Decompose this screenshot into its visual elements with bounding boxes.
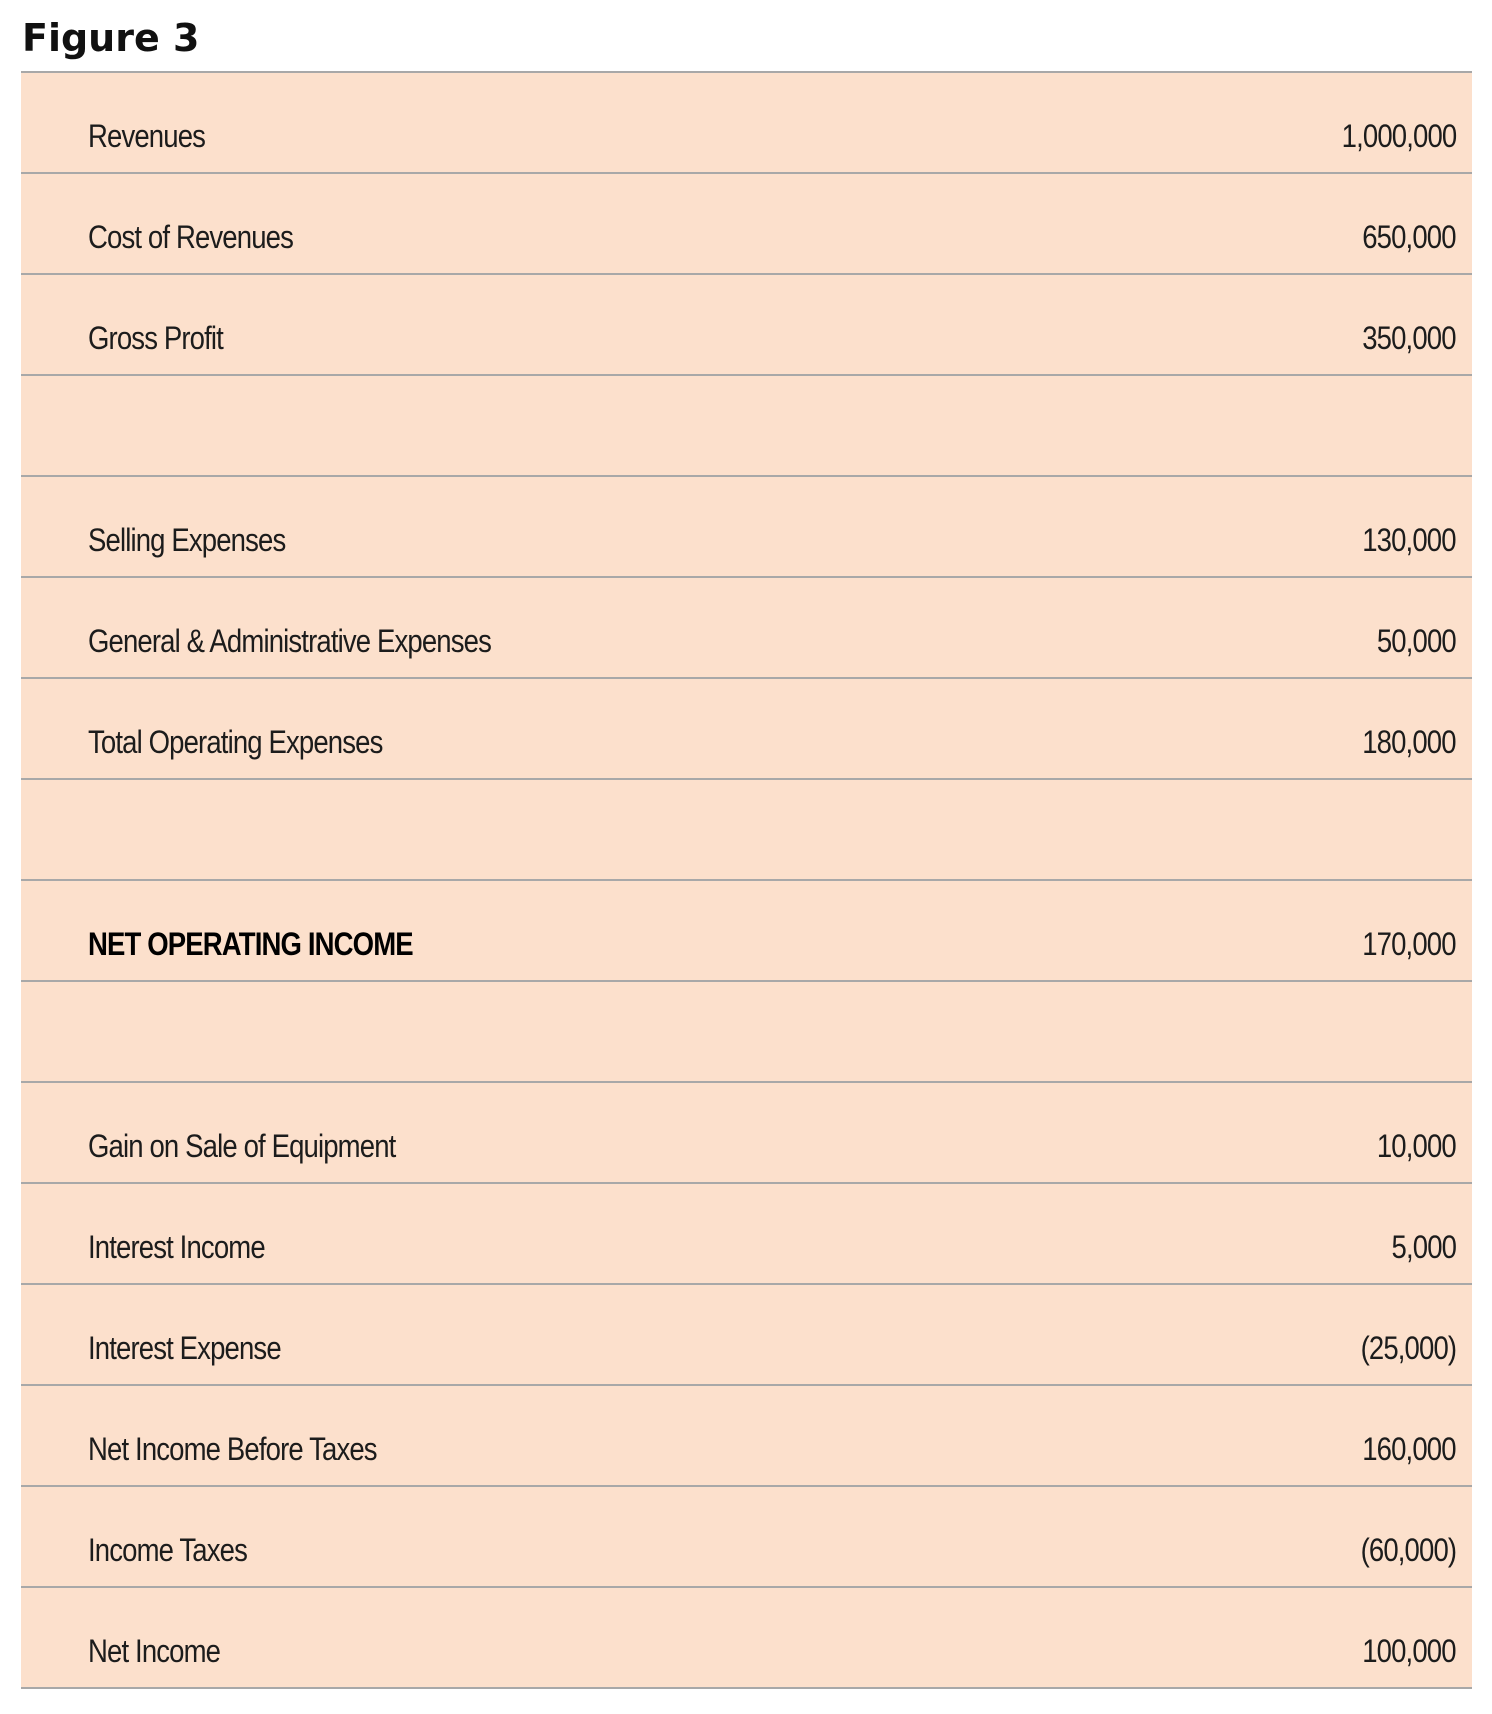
row-label: General & Administrative Expenses (88, 623, 491, 659)
row-value: 100,000 (1362, 1633, 1456, 1669)
row-label: Interest Income (88, 1229, 265, 1265)
row-value: 160,000 (1362, 1431, 1456, 1467)
table-row (21, 1184, 1472, 1285)
row-value: 650,000 (1362, 219, 1456, 255)
row-value: (60,000) (1360, 1532, 1456, 1568)
row-label: Gain on Sale of Equipment (88, 1128, 396, 1164)
row-value: 130,000 (1362, 522, 1456, 558)
row-label: Interest Expense (88, 1330, 281, 1366)
row-value: (25,000) (1360, 1330, 1456, 1366)
row-value: 5,000 (1391, 1229, 1456, 1265)
row-label: Net Income (88, 1633, 221, 1669)
row-label: NET OPERATING INCOME (88, 926, 413, 962)
row-value: 50,000 (1376, 623, 1456, 659)
row-label: Total Operating Expenses (88, 724, 383, 760)
row-label: Net Income Before Taxes (88, 1431, 377, 1467)
table-row (21, 477, 1472, 578)
table-row (21, 1588, 1472, 1689)
spacer-row (21, 982, 1472, 1083)
spacer-row (21, 780, 1472, 881)
row-value: 350,000 (1362, 320, 1456, 356)
table-row (21, 679, 1472, 780)
table-row (21, 1386, 1472, 1487)
spacer-row (21, 376, 1472, 477)
row-value: 170,000 (1362, 926, 1456, 962)
table-row (21, 578, 1472, 679)
row-label: Revenues (88, 118, 206, 154)
table-row (21, 73, 1472, 174)
income-statement-table (21, 71, 1472, 1689)
row-label: Selling Expenses (88, 522, 286, 558)
table-row (21, 1487, 1472, 1588)
row-value: 1,000,000 (1341, 118, 1456, 154)
row-value: 180,000 (1362, 724, 1456, 760)
row-label: Gross Profit (88, 320, 223, 356)
table-row (21, 174, 1472, 275)
row-label: Cost of Revenues (88, 219, 293, 255)
table-row (21, 881, 1472, 982)
row-value: 10,000 (1376, 1128, 1456, 1164)
table-row (21, 1285, 1472, 1386)
row-label: Income Taxes (88, 1532, 247, 1568)
table-row (21, 1083, 1472, 1184)
figure-title: Figure 3 (22, 16, 200, 60)
table-row (21, 275, 1472, 376)
